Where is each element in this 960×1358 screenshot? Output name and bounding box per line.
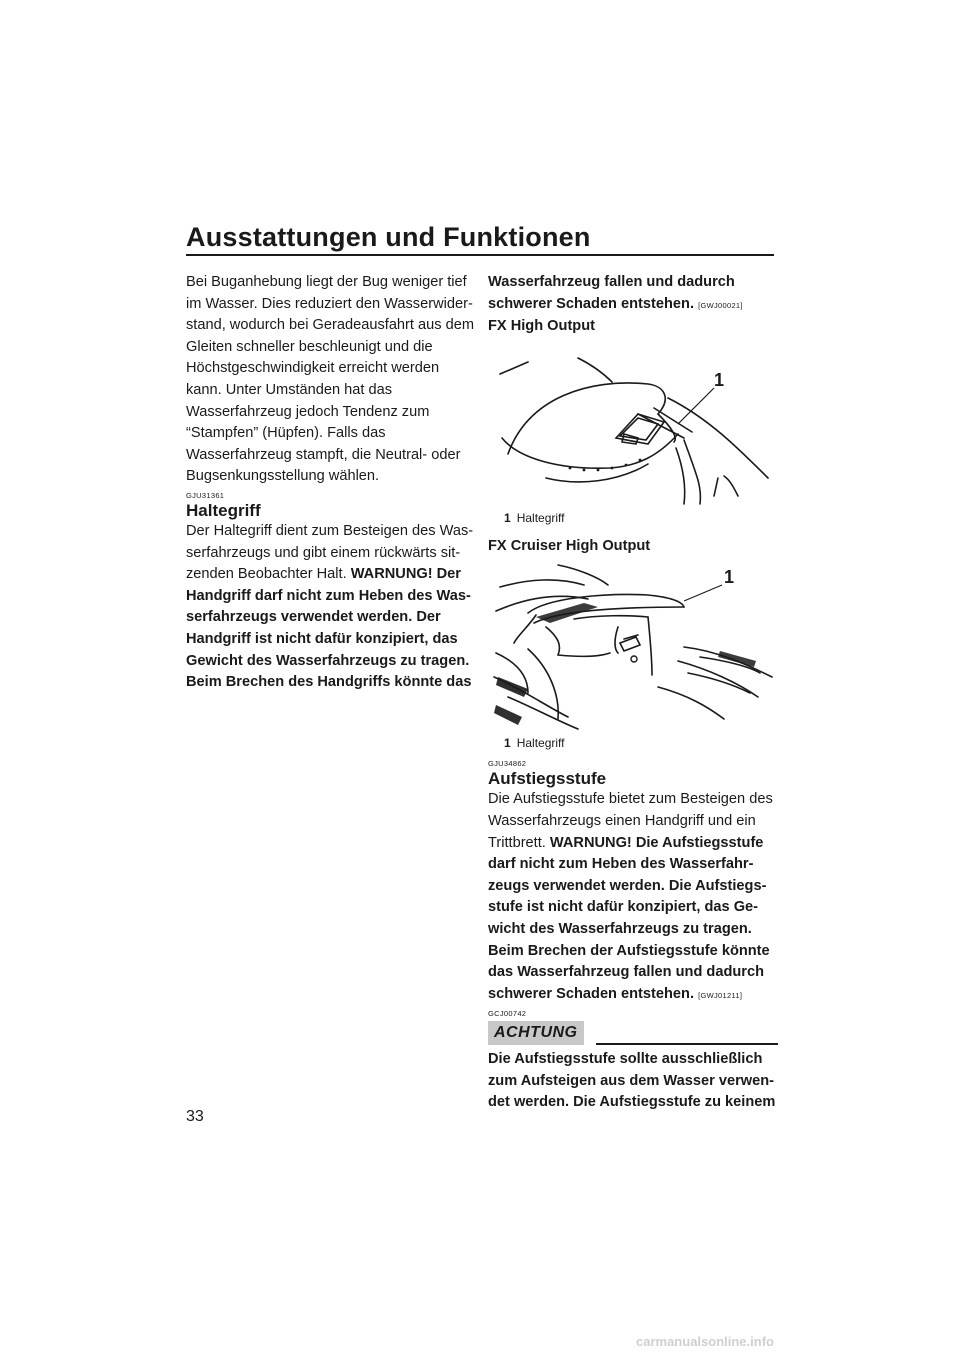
watermark: carmanualsonline.info xyxy=(636,1334,774,1349)
figure1-caption xyxy=(504,510,778,526)
aufstiegsstufe-paragraph xyxy=(488,789,778,1006)
section-title-aufstiegsstufe: Aufstiegsstufe xyxy=(488,769,607,789)
left-column xyxy=(186,272,476,694)
warning-ref-code: [GWJ00021] xyxy=(698,300,743,310)
aufstiegsstufe-body: Die Aufstiegsstufe bietet zum Besteigen des Wasserfahrzeugs einen Handgriff und ein Trittbrett. xyxy=(488,791,773,851)
callout-number: 1 xyxy=(714,369,725,390)
caution-rule xyxy=(596,1043,779,1045)
caption-text: Haltegriff xyxy=(516,736,565,751)
haltegriff-paragraph xyxy=(186,521,476,694)
section-code: GJU34862 xyxy=(488,759,527,769)
page-title: Ausstattungen und Funktionen xyxy=(186,222,591,252)
section-title-haltegriff: Haltegriff xyxy=(186,500,261,520)
page-number: 33 xyxy=(186,1108,204,1125)
figure-fx-high-output xyxy=(488,338,778,526)
aufstiegsstufe-warning: WARNUNG! Die Aufstiegsstufe darf nicht zum Heben des Wasserfahrzeugs verwendet werden. Die Aufstiegsstufe ist nicht dafür konzipiert, das Gewicht des Wasserfahrzeugs zu tragen. Beim Brechen der Aufstiegsstufe könnte das Wasserfahrzeug fallen und dadurch schwerer Schaden entstehen. xyxy=(488,834,770,1002)
caption-text: Haltegriff xyxy=(516,510,565,525)
caption-number: 1 xyxy=(504,736,511,751)
haltegriff-warning: WARNUNG! Der Handgriff darf nicht zum Heben des Wasserfahrzeugs verwendet werden. Der Handgriff ist nicht dafür konzipiert, das Gewicht des Wasserfahrzeugs zu tragen. Beim Brechen des Handgriffs könnte das xyxy=(186,566,472,691)
callout-number: 1 xyxy=(724,567,735,588)
caution-header xyxy=(488,1021,778,1045)
caution-badge: ACHTUNG xyxy=(488,1021,584,1045)
handle-illustration-1 xyxy=(488,338,778,508)
figure2-caption xyxy=(504,735,778,751)
caption-number: 1 xyxy=(504,510,511,525)
title-rule xyxy=(186,254,774,256)
right-column xyxy=(488,272,778,1114)
caution-code: GCJ00742 xyxy=(488,1009,527,1019)
haltegriff-body: Der Haltegriff dient zum Besteigen des Wasserfahrzeugs und gibt einem rückwärts sitzenden Beobachter Halt. xyxy=(186,522,474,583)
handle-illustration-2 xyxy=(488,557,778,733)
figure1-model-label: FX High Output xyxy=(488,318,595,335)
continued-warning-paragraph xyxy=(488,272,778,316)
intro-paragraph: Bei Buganhebung liegt der Bug weniger tief im Wasser. Dies reduziert den Wasserwiderstand, wodurch bei Geradeausfahrt aus dem Gleiten schneller beschleunigt und die Höchstgeschwindigkeit erreicht werden kann. Unter Umständen hat das Wasserfahrzeug jedoch Tendenz zum “Stampfen” (Hüpfen). Falls das Wasserfahrzeug stampft, die Neutral- oder Bugsenkungsstellung wählen. xyxy=(186,274,474,485)
continued-warning: Wasserfahrzeug fallen und dadurch schwerer Schaden entstehen. xyxy=(488,274,735,312)
figure2-model-label: FX Cruiser High Output xyxy=(488,537,651,554)
section-code: GJU31361 xyxy=(186,490,225,500)
figure-fx-cruiser-high-output xyxy=(488,557,778,751)
warning-ref-code: [GWJ01211] xyxy=(698,990,743,1000)
caution-paragraph: Die Aufstiegsstufe sollte ausschließlich zum Aufsteigen aus dem Wasser verwendet werden. Die Aufstiegsstufe zu keinem xyxy=(488,1050,776,1111)
